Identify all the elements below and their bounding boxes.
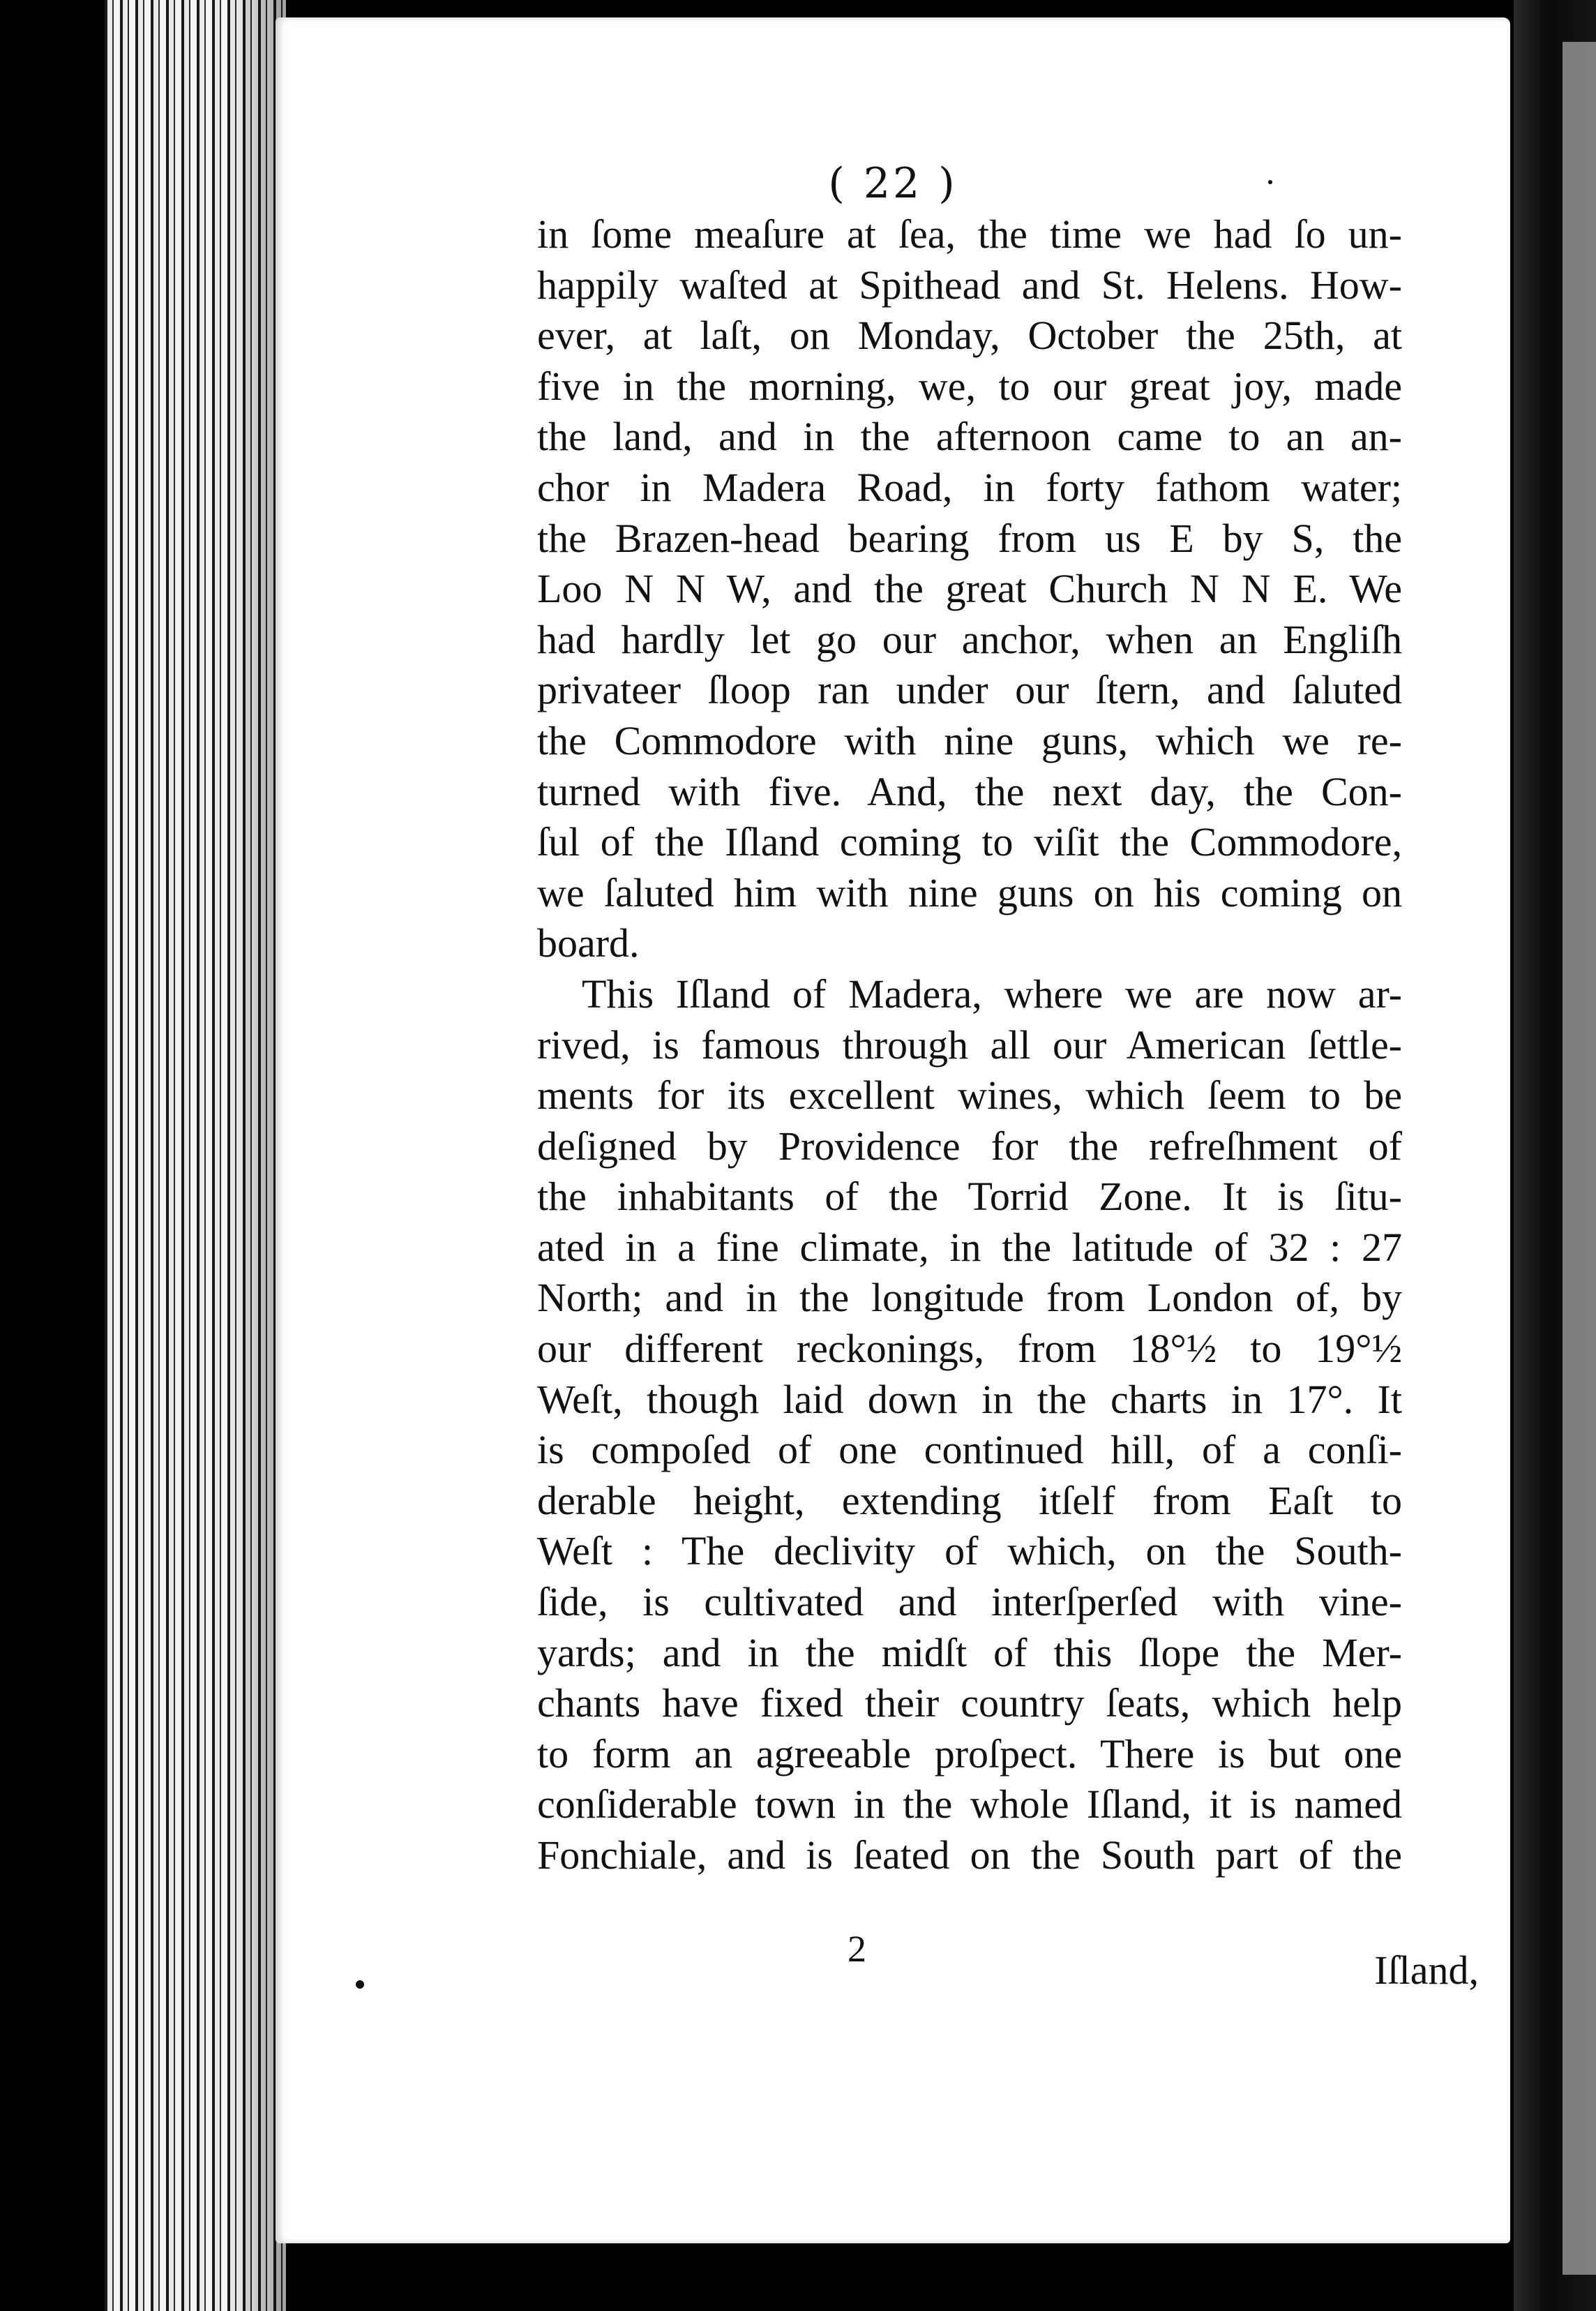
text-line: we ſaluted him with nine guns on his coming on bbox=[537, 869, 1402, 915]
page-number: ( 22 ) bbox=[828, 159, 958, 208]
text-line: turned with five. And, the next day, the Con- bbox=[537, 768, 1402, 814]
signature-mark: 2 bbox=[848, 1928, 866, 1970]
text-line: ſide, is cultivated and interſperſed with vine- bbox=[537, 1579, 1402, 1625]
text-line: the inhabitants of the Torrid Zone. It is ſitu- bbox=[537, 1174, 1402, 1220]
text-line: privateer ſloop ran under our ſtern, and ſaluted bbox=[537, 667, 1402, 713]
text-line: five in the morning, we, to our great joy, made bbox=[537, 363, 1402, 409]
text-line: Weſt : The declivity of which, on the South- bbox=[537, 1528, 1402, 1574]
text-line: This Iſland of Madera, where we are now ar- bbox=[582, 971, 1402, 1017]
ink-speck bbox=[356, 1980, 364, 1989]
text-line: happily waſted at Spithead and St. Helens. How- bbox=[537, 262, 1402, 308]
ink-speck bbox=[1268, 180, 1272, 184]
text-line: Fonchiale, and is ſeated on the South part of the bbox=[537, 1832, 1402, 1878]
text-line: ſul of the Iſland coming to viſit the Commodore, bbox=[537, 819, 1402, 865]
text-line: ever, at laſt, on Monday, October the 25th, at bbox=[537, 313, 1402, 359]
text-line: our different reckonings, from 18°½ to 19°½ bbox=[537, 1326, 1402, 1372]
text-line: derable height, extending itſelf from Eaſt to bbox=[537, 1477, 1402, 1523]
text-line: rived, is famous through all our American ſettle- bbox=[537, 1022, 1402, 1068]
text-line: conſiderable town in the whole Iſland, it is named bbox=[537, 1781, 1402, 1827]
text-line: in ſome meaſure at ſea, the time we had ſo un- bbox=[537, 211, 1402, 257]
text-line: chor in Madera Road, in forty fathom water; bbox=[537, 464, 1402, 510]
text-line: Weſt, though laid down in the charts in 17°. It bbox=[537, 1376, 1402, 1422]
text-line: the Commodore with nine guns, which we re- bbox=[537, 717, 1402, 763]
text-line: Loo N N W, and the great Church N N E. We bbox=[537, 566, 1402, 612]
body-text bbox=[537, 209, 1402, 1881]
text-line: the land, and in the afternoon came to an an- bbox=[537, 414, 1402, 460]
text-line: yards; and in the midſt of this ſlope the Mer- bbox=[537, 1629, 1402, 1675]
text-line: to form an agreeable proſpect. There is but one bbox=[537, 1730, 1402, 1777]
text-line: is compoſed of one continued hill, of a conſi- bbox=[537, 1427, 1402, 1473]
text-line: ated in a fine climate, in the latitude of 32 : 27 bbox=[537, 1224, 1402, 1270]
text-line: ments for its excellent wines, which ſeem to be bbox=[537, 1072, 1402, 1119]
text-line: North; and in the longitude from London of, by bbox=[537, 1275, 1402, 1321]
catchword: Iſland, bbox=[1374, 1947, 1479, 1993]
text-line: board. bbox=[537, 920, 640, 966]
text-line: deſigned by Providence for the refreſhment of bbox=[537, 1123, 1402, 1169]
text-line: the Brazen-head bearing from us E by S, the bbox=[537, 515, 1402, 561]
facing-page-sliver bbox=[1563, 42, 1596, 2275]
text-line: had hardly let go our anchor, when an Engliſh bbox=[537, 616, 1402, 662]
text-line: chants have fixed their country ſeats, which help bbox=[537, 1680, 1402, 1726]
